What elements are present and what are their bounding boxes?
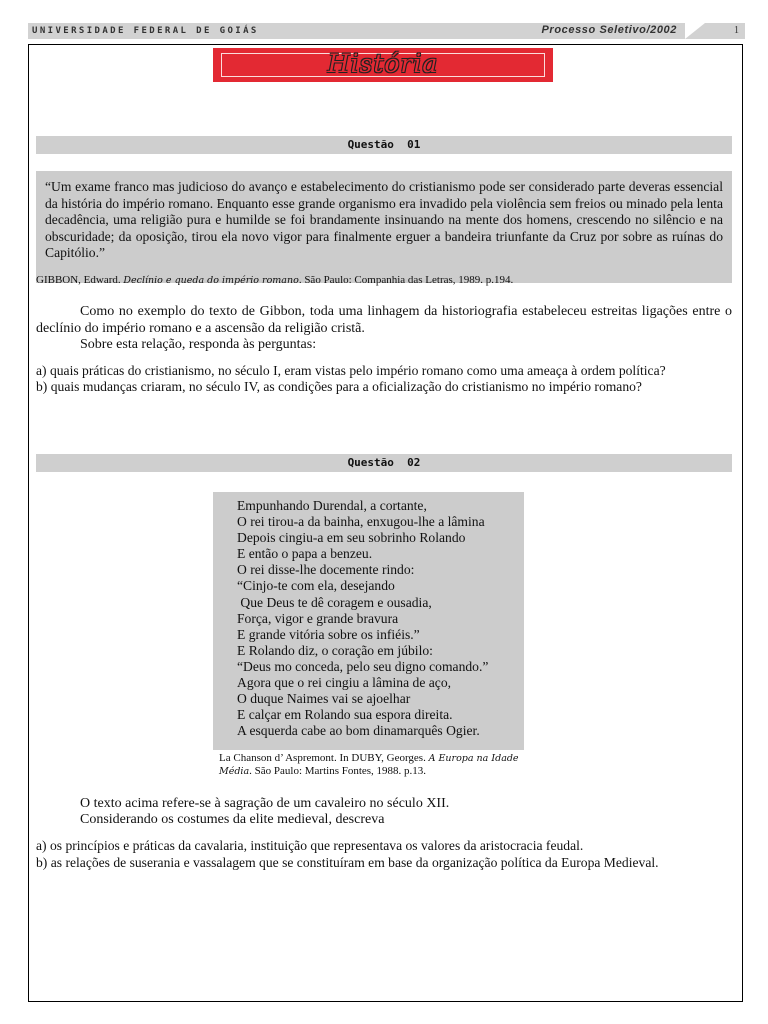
poem-line: O rei tirou-a da bainha, enxugou-lhe a lâmina — [237, 514, 485, 530]
subject-banner — [213, 48, 553, 82]
q2-paragraph-2: Considerando os costumes da elite medieval, descreva — [80, 812, 385, 827]
gibbon-quote: “Um exame franco mas judicioso do avanço e estabelecimento do cristianismo pode ser considerado parte deveras essencial da história do império romano. Enquanto esse grande organismo era invadido pela violência sem freios ou minado pela lenta decadência, uma religião pura e humilde se foi brandamente insinuando na mente dos homens, crescendo no silêncio e na obscuridade; da oposição, tirou ela novo vigor para finalmente erguer a bandeira triunfante da Cruz por sobre as ruínas do Capitólio.” — [36, 171, 732, 283]
q1-item-a: a) quais práticas do cristianismo, no século I, eram vistas pelo império romano como uma ameaça à ordem política? — [36, 363, 666, 378]
header-bar — [28, 23, 745, 39]
poem-line: Agora que o rei cingiu a lâmina de aço, — [237, 675, 452, 691]
poem-line: A esquerda cabe ao bom dinamarquês Ogier. — [237, 723, 480, 739]
poem-citation-title: A Europa na Idade Média — [219, 753, 519, 777]
poem-line: E então o papa a benzeu. — [237, 546, 373, 562]
citation-author: GIBBON, Edward. — [36, 274, 121, 286]
q2-item-b: b) as relações de suserania e vassalagem que se constituíram em base da organização política da Europa Medieval. — [36, 855, 659, 870]
poem-line: E calçar em Rolando sua espora direita. — [237, 707, 453, 723]
poem-line: O duque Naimes vai se ajoelhar — [237, 691, 411, 707]
poem-line: Depois cingiu-a em seu sobrinho Rolando — [237, 530, 466, 546]
q2-paragraph-1: O texto acima refere-se à sagração de um cavaleiro no século XII. — [80, 796, 450, 811]
header-notch — [685, 23, 705, 39]
poem-line: E Rolando diz, o coração em júbilo: — [237, 642, 433, 658]
poem-citation-start: La Chanson d’ Aspremont. In DUBY, Georges. — [219, 752, 426, 764]
poem-line: E grande vitória sobre os infiéis.” — [237, 626, 420, 642]
question-02-header: Questão 02 — [36, 454, 732, 472]
q2-item-a: a) os princípios e práticas da cavalaria, instituição que representava os valores da aristocracia feudal. — [36, 838, 584, 853]
poem-line: “Cinjo-te com ela, desejando — [237, 578, 395, 594]
page-number: 1 — [734, 25, 739, 36]
citation-rest: . São Paulo: Companhia das Letras, 1989. p.194. — [298, 274, 514, 286]
poem-box — [213, 492, 524, 750]
citation-title: Declínio e queda do império romano — [123, 275, 299, 286]
university-name: UNIVERSIDADE FEDERAL DE GOIÁS — [32, 26, 259, 36]
poem-citation — [219, 752, 519, 778]
poem-line: Força, vigor e grande bravura — [237, 610, 399, 626]
poem-line: Empunhando Durendal, a cortante, — [237, 498, 427, 513]
question-01-header: Questão 01 — [36, 136, 732, 154]
poem-line: O rei disse-lhe docemente rindo: — [237, 562, 415, 578]
q1-paragraph-1: Como no exemplo do texto de Gibbon, toda uma linhagem da historiografia estabeleceu estreitas ligações entre o declínio do império romano e a ascensão da religião cristã. — [36, 304, 732, 336]
poem-line: “Deus mo conceda, pelo seu digno comando.” — [237, 658, 489, 674]
gibbon-citation — [36, 274, 726, 286]
poem-citation-rest: . São Paulo: Martins Fontes, 1988. p.13. — [249, 765, 427, 777]
q1-item-b: b) quais mudanças criaram, no século IV, as condições para a oficialização do cristianismo no império romano? — [36, 379, 642, 394]
process-title: Processo Seletivo/2002 — [541, 24, 677, 36]
subject-title: História — [327, 49, 439, 78]
poem-line: Que Deus te dê coragem e ousadia, — [237, 594, 432, 610]
q1-paragraph-2: Sobre esta relação, responda às perguntas: — [80, 337, 317, 352]
